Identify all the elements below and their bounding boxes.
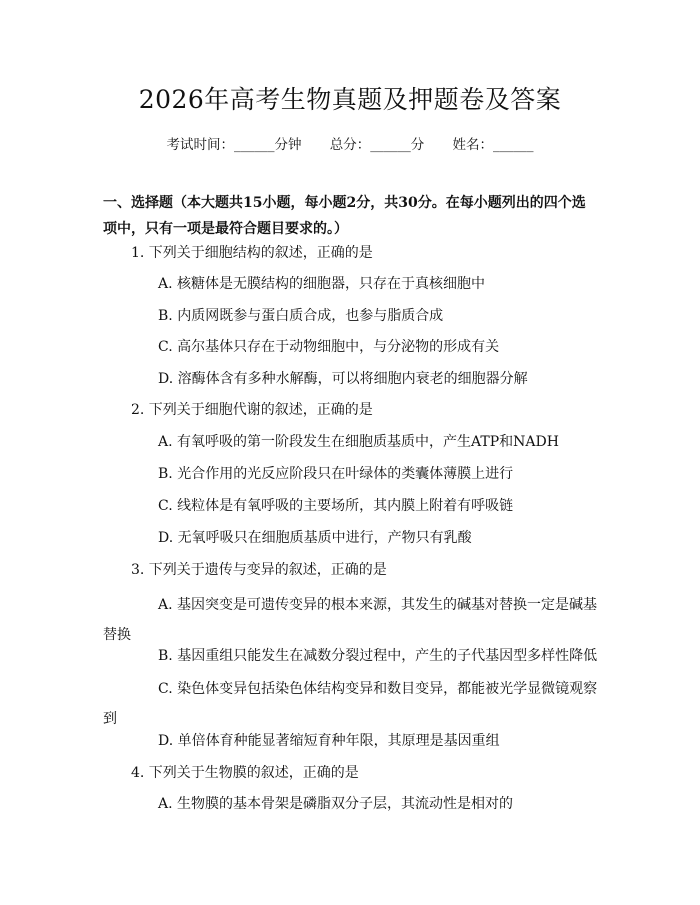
question-stem: 1. 下列关于细胞结构的叙述，正确的是	[131, 245, 373, 261]
question-stem: 3. 下列关于遗传与变异的叙述，正确的是	[131, 562, 387, 578]
question-option: A. 基因突变是可遗传变异的根本来源，其发生的碱基对替换一定是碱基替换	[103, 597, 598, 643]
question-option: C. 高尔基体只存在于动物细胞中，与分泌物的形成有关	[158, 339, 500, 355]
question-option: A. 有氧呼吸的第一阶段发生在细胞质基质中，产生ATP和NADH	[158, 434, 559, 450]
question-option: D. 无氧呼吸只在细胞质基质中进行，产物只有乳酸	[158, 530, 472, 546]
section-heading: 一、选择题（本大题共15小题，每小题2分，共30分。在每小题列出的四个选项中，只有一项是最符合题目要求的。）	[103, 195, 586, 237]
exam-name: 姓名：______	[452, 137, 534, 153]
question-stem: 2. 下列关于细胞代谢的叙述，正确的是	[131, 402, 373, 418]
exam-score: 总分：______分	[329, 137, 425, 153]
exam-time: 考试时间：______分钟	[166, 137, 302, 153]
question-option: D. 溶酶体含有多种水解酶，可以将细胞内衰老的细胞器分解	[158, 371, 528, 387]
question-option: B. 光合作用的光反应阶段只在叶绿体的类囊体薄膜上进行	[158, 466, 514, 482]
exam-info	[0, 133, 700, 153]
question-option: B. 内质网既参与蛋白质合成，也参与脂质合成	[158, 308, 444, 324]
question-stem: 4. 下列关于生物膜的叙述，正确的是	[131, 765, 359, 781]
question-option: D. 单倍体育种能显著缩短育种年限，其原理是基因重组	[158, 733, 500, 749]
question-option: C. 染色体变异包括染色体结构变异和数目变异，都能被光学显微镜观察到	[103, 681, 598, 727]
question-option: A. 核糖体是无膜结构的细胞器，只存在于真核细胞中	[158, 276, 486, 292]
exam-title: 2026年高考生物真题及押题卷及答案	[138, 85, 562, 114]
question-option: A. 生物膜的基本骨架是磷脂双分子层，其流动性是相对的	[158, 796, 514, 812]
question-option: C. 线粒体是有氧呼吸的主要场所，其内膜上附着有呼吸链	[158, 498, 514, 514]
question-option: B. 基因重组只能发生在减数分裂过程中，产生的子代基因型多样性降低	[158, 648, 598, 664]
